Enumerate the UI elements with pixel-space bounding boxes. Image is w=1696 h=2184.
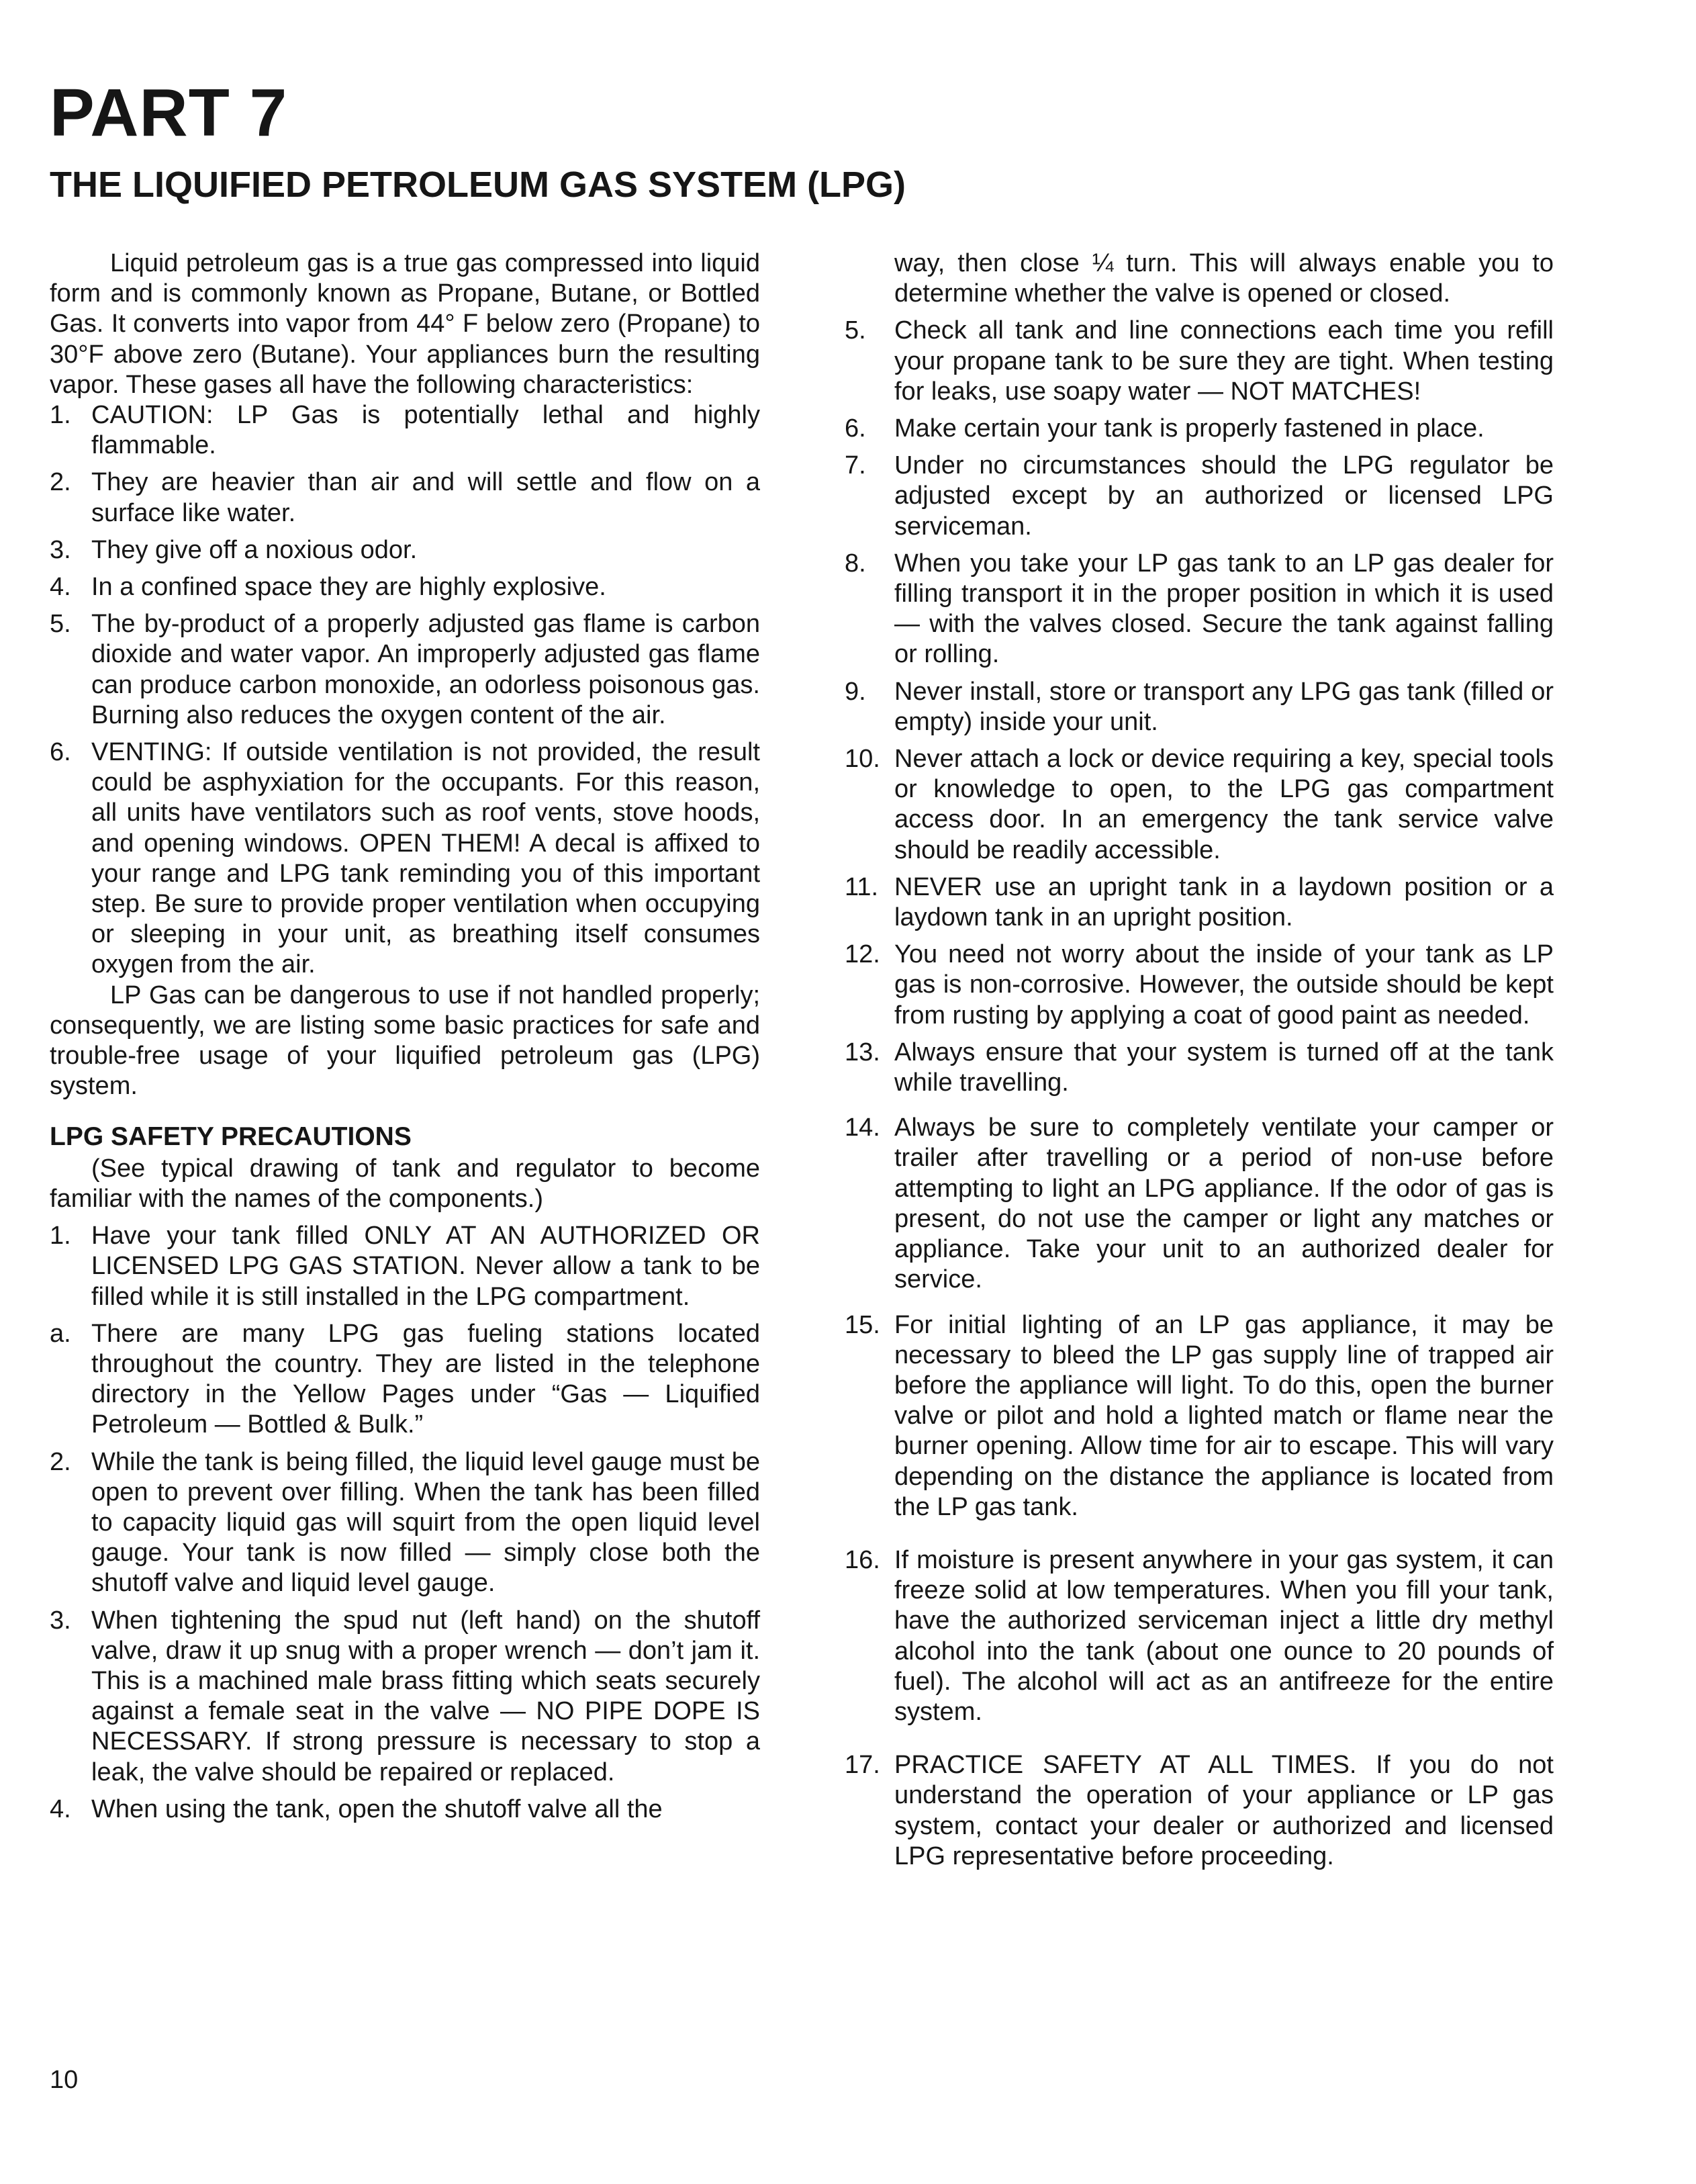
list-item (50, 535, 760, 565)
list-item (845, 549, 1554, 670)
list-item (845, 940, 1554, 1031)
item-text: Make certain your tank is properly fastened in place. (894, 414, 1485, 443)
item-text: CAUTION: LP Gas is potentially lethal and highly flammable. (91, 401, 760, 460)
item-number: 5. (845, 316, 866, 345)
item-text: If moisture is present anywhere in your gas system, it can freeze solid at low temperatures. When you fill your tank, have the authorized serviceman inject a little dry methyl alcohol into the tank (about one ounce to 20 pounds of fuel). The alcohol will act as an antifreeze for the entire system. (894, 1545, 1554, 1726)
item-text: They are heavier than air and will settle and flow on a surface like water. (91, 468, 760, 527)
item-number: 1. (50, 401, 71, 430)
item-number: 4. (50, 573, 71, 602)
item-number: 8. (845, 549, 866, 578)
safety-list-left (50, 1221, 760, 1825)
left-column (50, 248, 760, 1825)
item-text: Always ensure that your system is turned off at the tank while travelling. (894, 1038, 1554, 1097)
list-item (845, 414, 1554, 444)
item-text: In a confined space they are highly explosive. (91, 573, 606, 602)
item-number: 16. (845, 1545, 880, 1574)
item-number: 12. (845, 940, 880, 969)
list-item (845, 451, 1554, 542)
list-item (50, 1319, 760, 1441)
item-number: 4. (50, 1794, 71, 1823)
item-number: 3. (50, 1606, 71, 1635)
list-item (845, 744, 1554, 866)
item-number: 9. (845, 677, 866, 706)
list-item (50, 609, 760, 731)
item-number: 1. (50, 1222, 71, 1250)
list-item (50, 1794, 760, 1825)
list-item (845, 1038, 1554, 1098)
list-item (50, 737, 760, 981)
list-item (845, 1545, 1554, 1727)
part-title: PART 7 (50, 75, 288, 150)
item-number: 6. (845, 414, 866, 443)
item-text: There are many LPG gas fueling stations located throughout the country. They are listed in the telephone directory in the Yellow Pages under “Gas — Liquified Petroleum — Bottled & Bulk.” (91, 1319, 760, 1439)
item-text: Never attach a lock or device requiring a key, special tools or knowledge to open, to the LPG gas compartment access door. In an emergency the tank service valve should be readily accessible. (894, 745, 1554, 864)
characteristics-list (50, 400, 760, 981)
item-text: Always be sure to completely ventilate your camper or trailer after travelling or a period of non-use before attempting to light an LPG appliance. If the odor of gas is present, do not use the camper or light any matches or appliance. Take your unit to an authorized dealer for service. (894, 1113, 1554, 1294)
safety-list-right (845, 316, 1554, 1872)
page-number: 10 (50, 2066, 79, 2094)
item-text: Never install, store or transport any LPG gas tank (filled or empty) inside your unit. (894, 677, 1554, 736)
item-number: 14. (845, 1113, 880, 1142)
item-number: 10. (845, 745, 880, 774)
item-number: 6. (50, 738, 71, 767)
item-text: VENTING: If outside ventilation is not provided, the result could be asphyxiation for the occupants. For this reason, all units have ventilators such as roof vents, stove hoods, and opening windows. OPEN THEM! A decal is affixed to your range and LPG tank reminding you of this important step. Be sure to provide proper ventilation when occupying or sleeping in your unit, as breathing itself consumes oxygen from the air. (91, 738, 760, 979)
item-number: 3. (50, 535, 71, 564)
item-text: While the tank is being filled, the liquid level gauge must be open to prevent over filling. When the tank has been filled to capacity liquid gas will squirt from the open liquid level gauge. Your tank is now filled — simply close both the shutoff valve and liquid level gauge. (91, 1447, 760, 1598)
closing-paragraph: LP Gas can be dangerous to use if not handled properly; consequently, we are listing some basic practices for safe and trouble-free usage of your liquified petroleum gas (LPG) system. (50, 981, 760, 1101)
list-item (845, 677, 1554, 737)
item-number: 11. (845, 872, 879, 901)
item-text: Have your tank filled ONLY AT AN AUTHORIZED OR LICENSED LPG GAS STATION. Never allow a tank to be filled while it is still installed in the LPG compartment. (91, 1222, 760, 1311)
list-item (50, 572, 760, 602)
item-text: They give off a noxious odor. (91, 535, 418, 564)
safety-note: (See typical drawing of tank and regulator to become familiar with the names of the components.) (50, 1154, 760, 1213)
continuation-text: way, then close ¼ turn. This will always enable you to determine whether the valve is opened or closed. (894, 249, 1554, 308)
list-item (845, 1113, 1554, 1295)
item-text: NEVER use an upright tank in a laydown position or a laydown tank in an upright position. (894, 872, 1554, 932)
item-text: Check all tank and line connections each time you refill your propane tank to be sure they are tight. When testing for leaks, use soapy water — NOT MATCHES! (894, 316, 1554, 406)
item-number: 15. (845, 1310, 880, 1339)
list-item (50, 400, 760, 461)
item-number: 2. (50, 468, 71, 497)
item-text: For initial lighting of an LP gas appliance, it may be necessary to bleed the LP gas supply line of trapped air before the appliance will light. To do this, open the burner valve or pilot and hold a lighted match or flame near the burner opening. Allow time for air to escape. This will vary depending on the distance the appliance is located from the LP gas tank. (894, 1310, 1554, 1521)
list-item (845, 872, 1554, 933)
item-number: 17. (845, 1751, 880, 1780)
list-item (50, 1606, 760, 1788)
item-text: You need not worry about the inside of your tank as LP gas is non-corrosive. However, the outside should be kept from rusting by applying a coat of good paint as needed. (894, 940, 1554, 1030)
list-item (845, 316, 1554, 407)
section-title-lpg: THE LIQUIFIED PETROLEUM GAS SYSTEM (LPG) (50, 165, 906, 205)
item-number: 7. (845, 451, 866, 480)
item-number: 5. (50, 610, 71, 639)
item-number: 2. (50, 1447, 71, 1476)
item-text: When tightening the spud nut (left hand) on the shutoff valve, draw it up snug with a proper wrench — don’t jam it. This is a machined male brass fitting which seats securely against a female seat in the valve — NO PIPE DOPE IS NECESSARY. If strong pressure is necessary to stop a leak, the valve should be repaired or replaced. (91, 1606, 760, 1786)
item-number: 13. (845, 1038, 880, 1066)
item-text: Under no circumstances should the LPG regulator be adjusted except by an authorized or licensed LPG serviceman. (894, 451, 1554, 541)
item-text: When using the tank, open the shutoff valve all the (91, 1794, 663, 1823)
list-item (845, 1310, 1554, 1522)
list-item (50, 1221, 760, 1312)
safety-heading: LPG SAFETY PRECAUTIONS (50, 1122, 412, 1152)
list-item (50, 467, 760, 528)
list-item (50, 1447, 760, 1599)
item-number: a. (50, 1319, 71, 1348)
item-text: PRACTICE SAFETY AT ALL TIMES. If you do not understand the operation of your appliance or LP gas system, contact your dealer or authorized and licensed LPG representative before proceeding. (894, 1751, 1554, 1870)
intro-paragraph: Liquid petroleum gas is a true gas compressed into liquid form and is commonly known as Propane, Butane, or Bottled Gas. It converts into vapor from 44° F below zero (Propane) to 30°F above zero (Butane). Your appliances burn the resulting vapor. These gases all have the following characteristics: (50, 249, 760, 399)
right-column (845, 248, 1554, 1872)
item-text: The by-product of a properly adjusted gas flame is carbon dioxide and water vapor. An improperly adjusted gas flame can produce carbon monoxide, an odorless poisonous gas. Burning also reduces the oxygen content of the air. (91, 610, 760, 729)
item-text: When you take your LP gas tank to an LP gas dealer for filling transport it in the proper position in which it is used — with the valves closed. Secure the tank against falling or rolling. (894, 549, 1554, 669)
list-item (845, 1750, 1554, 1872)
